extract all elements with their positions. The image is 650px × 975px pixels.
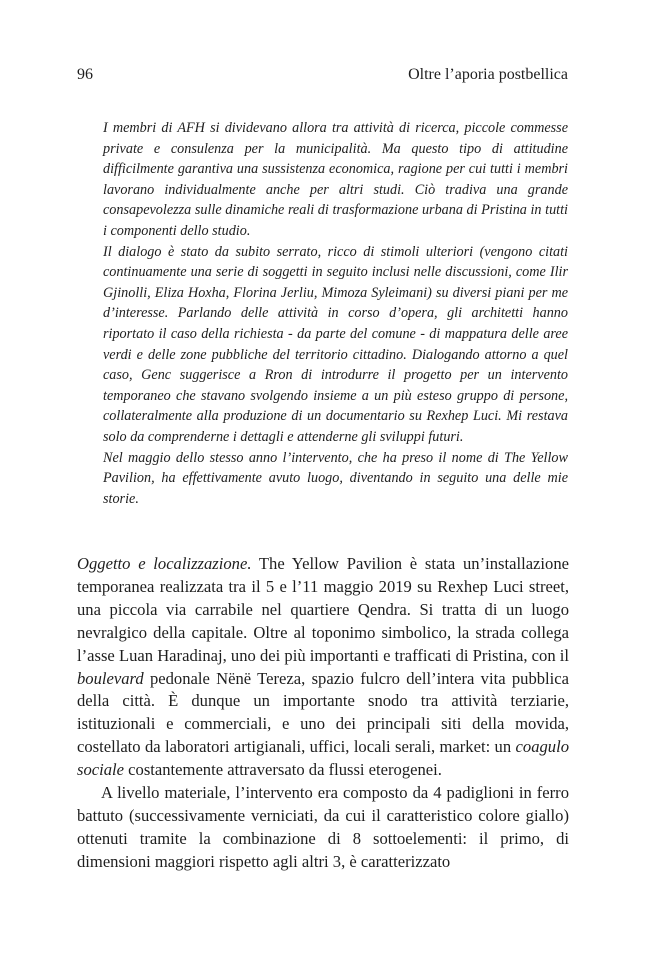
emphasis-term: boulevard — [77, 668, 144, 688]
section-run-in-heading: Oggetto e localizzazione. — [77, 554, 252, 573]
body-paragraph: A livello materiale, l’intervento era composto da 4 padiglioni in ferro battuto (successivamente verniciati, da cui il caratteristico colore giallo) ottenuti tramite la combinazione di 8 sottoelementi: il primo, di dimensioni maggiori rispetto agli altri 3, è caratterizzato — [77, 783, 569, 871]
quote-paragraph: I membri di AFH si dividevano allora tra attività di ricerca, piccole commesse private e consulenza per la municipalità. Ma questo tipo di attitudine difficilmente garantiva una sussistenza economica, ragione per cui tutti i membri lavorano individualmente anche per altri studi. Ciò tradiva una grande consapevolezza sulle dinamiche reali di trasformazione urbana di Pristina in tutti i componenti dello studio. — [103, 120, 568, 239]
body-paragraph — [77, 553, 569, 782]
body-text — [77, 553, 569, 874]
quote-paragraph: Nel maggio dello stesso anno l’intervento, che ha preso il nome di The Yellow Pavilion, ha effettivamente avuto luogo, diventando in seguito una delle mie storie. — [103, 449, 568, 507]
running-head: Oltre l’aporia postbellica — [408, 66, 568, 83]
block-quote — [103, 118, 568, 509]
emphasis-term: coagulo sociale — [77, 737, 569, 780]
body-text-run: costantemente attraversato da flussi eterogenei. — [124, 760, 442, 780]
body-text-run: pedonale Nënë Tereza, spazio fulcro dell’intera vita pubblica della città. È dunque un importante snodo tra attività terziarie, istituzionali e commerciali, e uno dei principali siti della movida, costellato da laboratori artigianali, uffici, locali serali, market: un — [77, 668, 569, 757]
body-text-run: The Yellow Pavilion è stata un’installazione temporanea realizzata tra il 5 e l’11 maggio 2019 su Rexhep Luci street, una piccola via carrabile nel quartiere Qendra. Si tratta di un luogo nevralgico della capitale. Oltre al toponimo simbolico, la strada collega l’asse Luan Haradinaj, uno dei più importanti e trafficati di Pristina, con il — [77, 554, 569, 665]
page-number: 96 — [77, 66, 93, 83]
quote-paragraph: Il dialogo è stato da subito serrato, ricco di stimoli ulteriori (vengono citati continuamente una serie di soggetti in seguito inclusi nelle discussioni, come Ilir Gjinolli, Eliza Hoxha, Florina Jerliu, Mimoza Syleimani) su diversi piani per me d’interesse. Parlando delle attività in corso d’opera, gli architetti hanno riportato il caso della richiesta - da parte del comune - di mappatura delle aree verdi e delle zone pubbliche del territorio cittadino. Dialogando attorno a quel caso, Genc suggerisce a Rron di introdurre il progetto per un intervento temporaneo che stavano svolgendo insieme a un più esteso gruppo di persone, collateralmente alla produzione di un documentario su Rexhep Luci. Mi restava solo da comprenderne i dettagli e attenderne gli sviluppi futuri. — [103, 243, 568, 445]
